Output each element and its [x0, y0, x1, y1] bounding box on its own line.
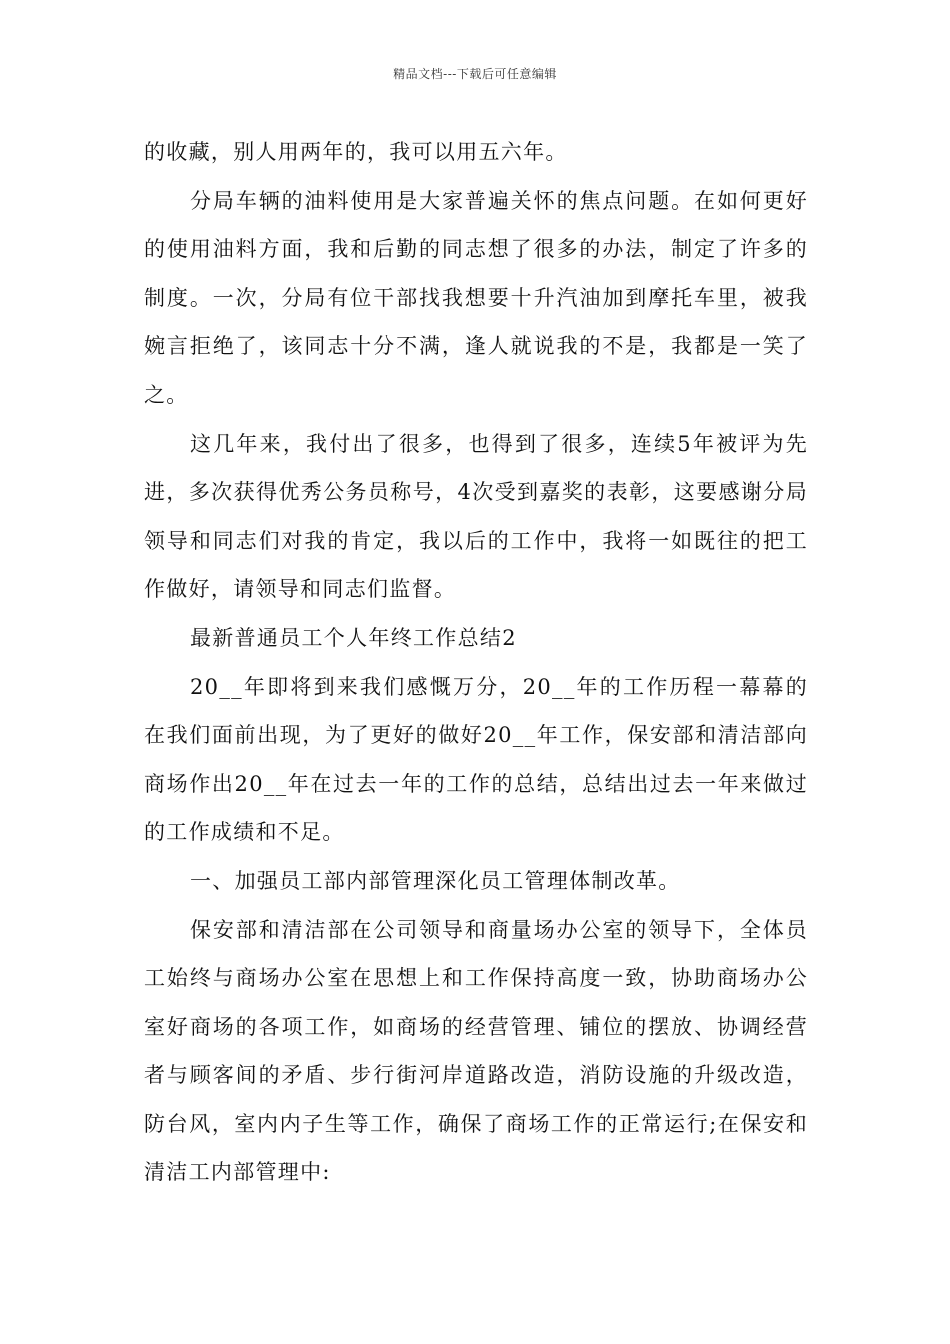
paragraph-4: 20__年即将到来我们感慨万分，20__年的工作历程一幕幕的在我们面前出现，为了更好的做好20__年工作，保安部和清洁部向商场作出20__年在过去一年的工作的总结，总结出过去一年来做过的工作成绩和不足。: [144, 674, 808, 845]
document-body: [144, 128, 808, 1197]
section-heading: 最新普通员工个人年终工作总结2: [190, 625, 517, 650]
subsection-heading: 一、加强员工部内部管理深化员工管理体制改革。: [190, 868, 681, 893]
paragraph-5: 保安部和清洁部在公司领导和商量场办公室的领导下，全体员工始终与商场办公室在思想上和工作保持高度一致，协助商场办公室好商场的各项工作，如商场的经营管理、铺位的摆放、协调经营者与顾客间的矛盾、步行街河岸道路改造，消防设施的升级改造，防台风，室内内子生等工作，确保了商场工作的正常运行;在保安和清洁工内部管理中:: [144, 917, 808, 1185]
paragraph-3: 这几年来，我付出了很多，也得到了很多，连续5年被评为先进，多次获得优秀公务员称号，4次受到嘉奖的表彰，这要感谢分局领导和同志们对我的肯定，我以后的工作中，我将一如既往的把工作做好，请领导和同志们监督。: [144, 431, 808, 602]
paragraph-2: 分局车辆的油料使用是大家普遍关怀的焦点问题。在如何更好的使用油料方面，我和后勤的同志想了很多的办法，制定了许多的制度。一次，分局有位干部找我想要十升汽油加到摩托车里，被我婉言拒绝了，该同志十分不满，逢人就说我的不是，我都是一笑了之。: [144, 188, 808, 407]
page-header: 精品文档---下载后可任意编辑: [393, 67, 557, 81]
paragraph-1: 的收藏，别人用两年的，我可以用五六年。: [144, 140, 568, 164]
